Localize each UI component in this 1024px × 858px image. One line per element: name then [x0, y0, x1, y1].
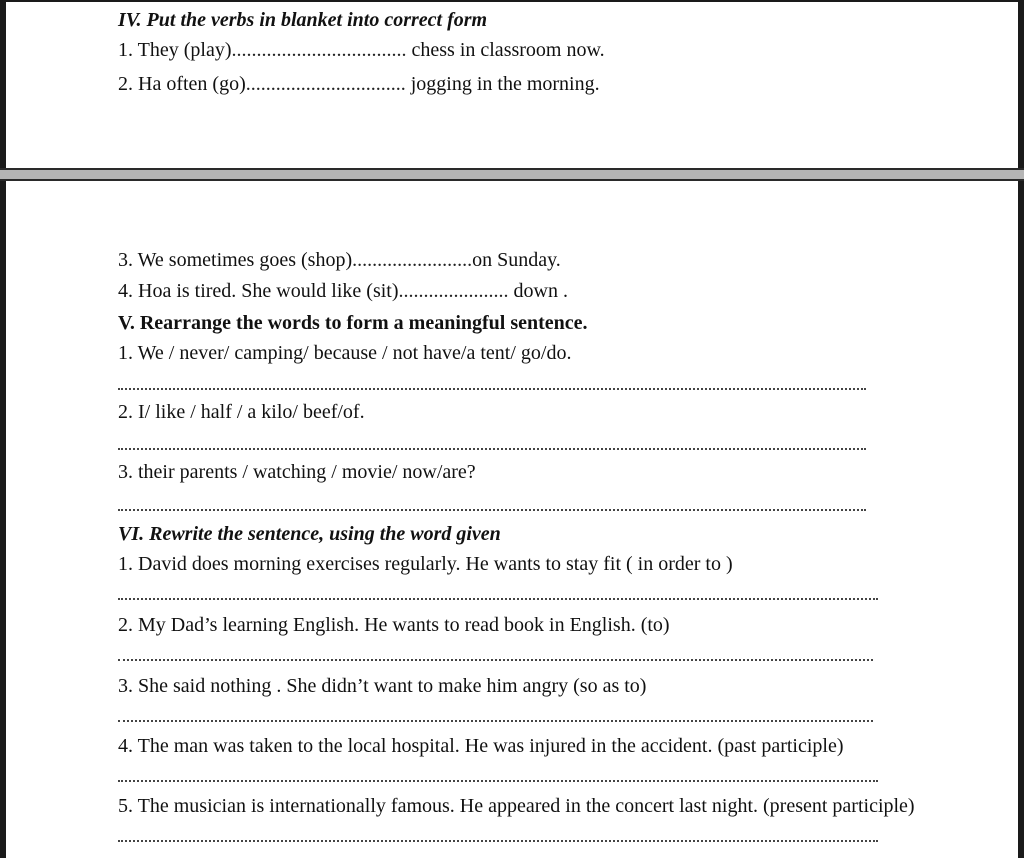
exercise-6-item-5: 5. The musician is internationally famous. He appeared in the concert last night. (present participle) — [118, 795, 915, 817]
answer-line[interactable] — [118, 509, 866, 511]
answer-line[interactable] — [118, 448, 866, 450]
answer-line[interactable] — [118, 720, 873, 722]
section-4-heading: IV. Put the verbs in blanket into correct form — [118, 9, 488, 31]
section-6-heading: VI. Rewrite the sentence, using the word given — [118, 523, 501, 545]
exercise-4-item-1 — [118, 38, 605, 62]
exercise-4-item-3 — [118, 248, 561, 272]
answer-blank[interactable]: ................................... — [231, 39, 407, 61]
item-suffix: chess in classroom now. — [406, 39, 605, 61]
item-prefix: 2. Ha often (go) — [118, 73, 246, 95]
item-suffix: jogging in the morning. — [405, 73, 600, 95]
exercise-4-item-4 — [118, 279, 568, 303]
exercise-6-item-4: 4. The man was taken to the local hospital. He was injured in the accident. (past participle) — [118, 735, 844, 757]
exercise-6-item-2: 2. My Dad’s learning English. He wants to read book in English. (to) — [118, 614, 670, 636]
answer-blank[interactable]: ........................ — [352, 249, 473, 271]
exercise-6-item-3: 3. She said nothing . She didn’t want to make him angry (so as to) — [118, 675, 647, 697]
answer-line[interactable] — [118, 780, 878, 782]
exercise-5-item-1: 1. We / never/ camping/ because / not have/a tent/ go/do. — [118, 342, 572, 364]
answer-blank[interactable]: ................................ — [245, 73, 406, 95]
item-prefix: 1. They (play) — [118, 39, 232, 61]
answer-line[interactable] — [118, 598, 878, 600]
exercise-6-item-1: 1. David does morning exercises regularly. He wants to stay fit ( in order to ) — [118, 553, 733, 575]
item-suffix: down . — [508, 280, 568, 302]
answer-line[interactable] — [118, 840, 878, 842]
page-separator — [0, 168, 1024, 181]
answer-line[interactable] — [118, 659, 873, 661]
section-5-heading: V. Rearrange the words to form a meaningful sentence. — [118, 312, 588, 334]
exercise-4-item-2 — [118, 72, 600, 96]
answer-line[interactable] — [118, 388, 866, 390]
item-suffix: on Sunday. — [472, 249, 561, 271]
item-prefix: 3. We sometimes goes (shop) — [118, 249, 353, 271]
exercise-5-item-2: 2. I/ like / half / a kilo/ beef/of. — [118, 401, 365, 423]
answer-blank[interactable]: ...................... — [398, 280, 509, 302]
item-prefix: 4. Hoa is tired. She would like (sit) — [118, 280, 399, 302]
exercise-5-item-3: 3. their parents / watching / movie/ now/are? — [118, 461, 476, 483]
